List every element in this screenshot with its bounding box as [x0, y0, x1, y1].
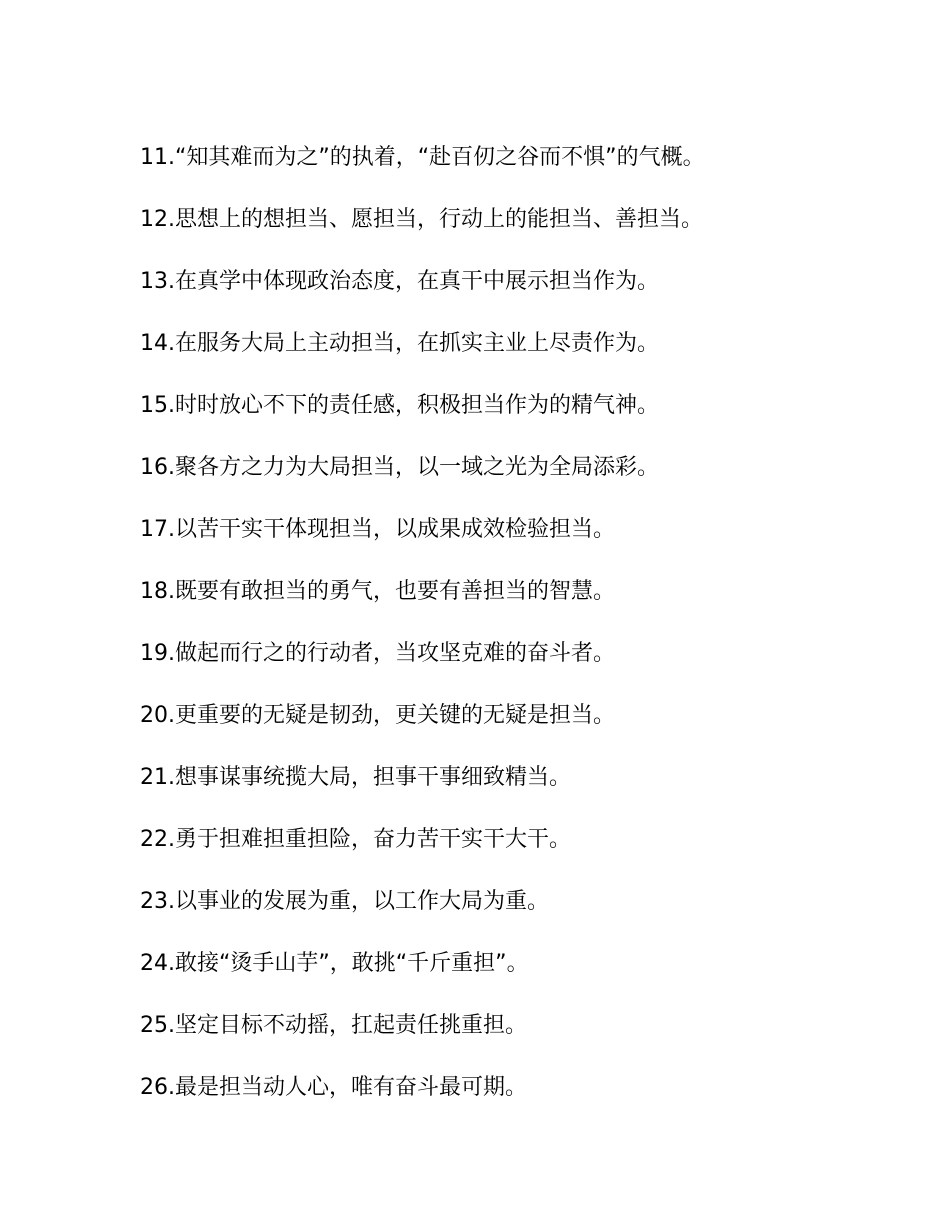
phrase-line-23: 23.以事业的发展为重，以工作大局为重。 [140, 889, 549, 914]
phrase-line-17: 17.以苦干实干体现担当，以成果成效检验担当。 [140, 517, 615, 542]
phrase-line-20: 20.更重要的无疑是韧劲，更关键的无疑是担当。 [140, 703, 615, 728]
phrase-line-18: 18.既要有敢担当的勇气，也要有善担当的智慧。 [140, 579, 615, 604]
phrase-line-24: 24.敢接“烫手山芋”，敢挑“千斤重担”。 [140, 951, 529, 976]
phrase-line-19: 19.做起而行之的行动者，当攻坚克难的奋斗者。 [140, 641, 615, 666]
phrase-line-12: 12.思想上的想担当、愿担当，行动上的能担当、善担当。 [140, 207, 703, 232]
phrase-line-13: 13.在真学中体现政治态度，在真干中展示担当作为。 [140, 269, 659, 294]
phrase-list [140, 143, 920, 1135]
phrase-line-25: 25.坚定目标不动摇，扛起责任挑重担。 [140, 1013, 527, 1038]
phrase-line-14: 14.在服务大局上主动担当，在抓实主业上尽责作为。 [140, 331, 659, 356]
phrase-line-21: 21.想事谋事统揽大局，担事干事细致精当。 [140, 765, 571, 790]
phrase-line-22: 22.勇于担难担重担险，奋力苦干实干大干。 [140, 827, 571, 852]
phrase-line-26: 26.最是担当动人心，唯有奋斗最可期。 [140, 1075, 527, 1100]
phrase-line-15: 15.时时放心不下的责任感，积极担当作为的精气神。 [140, 393, 659, 418]
phrase-line-11: 11.“知其难而为之”的执着，“赴百仞之谷而不惧”的气概。 [140, 145, 705, 170]
phrase-line-16: 16.聚各方之力为大局担当，以一域之光为全局添彩。 [140, 455, 659, 480]
